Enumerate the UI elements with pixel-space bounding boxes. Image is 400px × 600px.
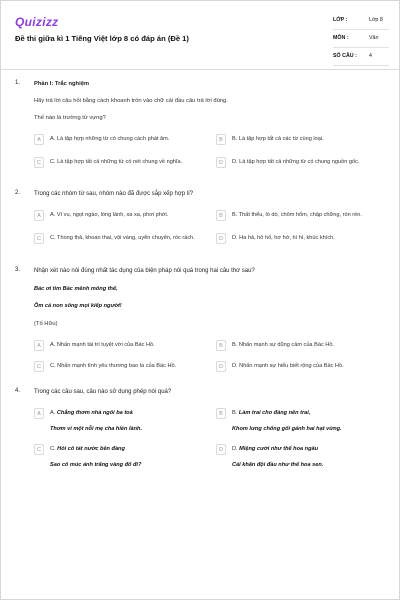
option-text xyxy=(50,409,200,417)
option-text: D. Là tập hợp tất cả những từ có chung nguồn gốc. xyxy=(232,159,360,165)
option-letter-box: C xyxy=(34,444,44,455)
question-title: Nhận xét nào nói đúng nhất tác dụng của biện pháp nói quá trong hai câu thơ sau? xyxy=(34,268,255,274)
option-letter-box: C xyxy=(34,157,44,168)
question-number: 2. xyxy=(15,190,21,196)
option-verse: Chẳng thơm nhà ngôi ba toà xyxy=(56,410,133,416)
option-letter-box: D xyxy=(216,361,226,372)
question-number: 3. xyxy=(15,267,21,273)
option-text: C. Thong thả, khoan thai, vội vàng, uyển chuyển, róc rách. xyxy=(50,235,195,241)
option-text: C. Là tập hợp tất cả những từ có nét chung về nghĩa. xyxy=(50,159,183,165)
option-text xyxy=(50,445,200,453)
meta-label: SỐ CÂU : xyxy=(333,53,357,59)
option-text: A. Nhấn mạnh tài trí tuyệt vời của Bác Hồ. xyxy=(50,342,155,348)
option-text: B. Nhấn mạnh sự dũng cảm của Bác Hồ. xyxy=(232,342,334,348)
question-number: 4. xyxy=(15,388,21,394)
option-text xyxy=(232,445,382,453)
option-letter-box: D xyxy=(216,233,226,244)
meta-row-count xyxy=(333,51,389,66)
option-letter-box: B xyxy=(216,408,226,419)
option-prefix: B. xyxy=(232,410,238,416)
question-title: Trong các câu sau, câu nào sử dụng phép nói quá? xyxy=(34,389,172,395)
question-instruction: Hãy trả lời câu hỏi bằng cách khoanh tròn vào chữ cái đầu câu trả lời đúng. xyxy=(34,98,228,104)
option-verse: Làm trai cho đáng nên trai, xyxy=(238,410,311,416)
option-text xyxy=(232,409,382,417)
question-title: Trong các nhóm từ sau, nhóm nào đã được sắp xếp hợp lí? xyxy=(34,191,194,197)
option-prefix: D. xyxy=(232,446,238,452)
option-text: B. Thất thểu, lò dò, chôm hổm, chập chững, rón rén. xyxy=(232,212,362,218)
meta-info xyxy=(333,15,389,69)
option-letter-box: C xyxy=(34,233,44,244)
option-verse: Miệng cười như thể hoa ngâu xyxy=(239,446,319,452)
meta-value: Văn xyxy=(369,35,379,41)
question-prompt: Thế nào là trường từ vựng? xyxy=(34,115,106,121)
option-verse-line-2: Sao cô múc ánh trăng vàng đổ đi? xyxy=(50,462,142,468)
option-verse: Hỏi cô tát nước bên đàng xyxy=(57,446,125,452)
quizizz-logo: Quizizz xyxy=(15,15,59,29)
option-text: D. Nhấn mạnh sự hiểu biết rộng của Bác Hồ. xyxy=(232,363,344,369)
option-letter-box: A xyxy=(34,340,44,351)
option-letter-box: D xyxy=(216,444,226,455)
option-text: A. Ví vu, ngọt ngào, lóng lánh, xa xa, phơi phới. xyxy=(50,212,169,218)
option-letter-box: A xyxy=(34,134,44,145)
option-text: D. Ha hả, hô hố, hơ hớ, hì hì, khúc khích. xyxy=(232,235,335,241)
option-text: B. Là tập hợp tất cả các từ cùng loại. xyxy=(232,136,324,142)
option-verse-line-2: Thơm vì một nỗi mẹ cha hiền lành. xyxy=(50,426,143,432)
option-text: C. Nhấn mạnh tình yêu thương bao la của Bác Hồ. xyxy=(50,363,177,369)
meta-row-class xyxy=(333,15,389,30)
option-letter-box: B xyxy=(216,340,226,351)
poem-source: (Tố Hữu) xyxy=(34,321,58,327)
question-title: Phần I: Trắc nghiệm xyxy=(34,81,90,87)
poem-line: Bác ơi tim Bác mênh mông thế, xyxy=(34,286,118,292)
option-letter-box: D xyxy=(216,157,226,168)
option-letter-box: C xyxy=(34,361,44,372)
meta-value: 4 xyxy=(369,53,372,59)
page-title: Đề thi giữa kì 1 Tiếng Việt lớp 8 có đáp án (Đề 1) xyxy=(15,34,189,43)
option-prefix: A. xyxy=(50,410,56,416)
option-verse-line-2: Khom lưng chống gối gánh hai hạt vừng. xyxy=(232,426,342,432)
header-divider xyxy=(1,69,399,70)
meta-label: MÔN : xyxy=(333,35,349,41)
option-letter-box: B xyxy=(216,134,226,145)
meta-value: Lớp 8 xyxy=(369,17,383,23)
option-prefix: C. xyxy=(50,446,56,452)
poem-line: Ôm cả non sông mọi kiếp người! xyxy=(34,303,122,309)
meta-row-subject xyxy=(333,33,389,48)
header xyxy=(1,1,399,69)
option-letter-box: A xyxy=(34,210,44,221)
option-letter-box: B xyxy=(216,210,226,221)
question-number: 1. xyxy=(15,80,21,86)
meta-label: LỚP : xyxy=(333,17,348,23)
option-text: A. Là tập hợp những từ có chung cách phát âm. xyxy=(50,136,170,142)
option-verse-line-2: Cái khăn đội đầu như thể hoa sen. xyxy=(232,462,324,468)
option-letter-box: A xyxy=(34,408,44,419)
